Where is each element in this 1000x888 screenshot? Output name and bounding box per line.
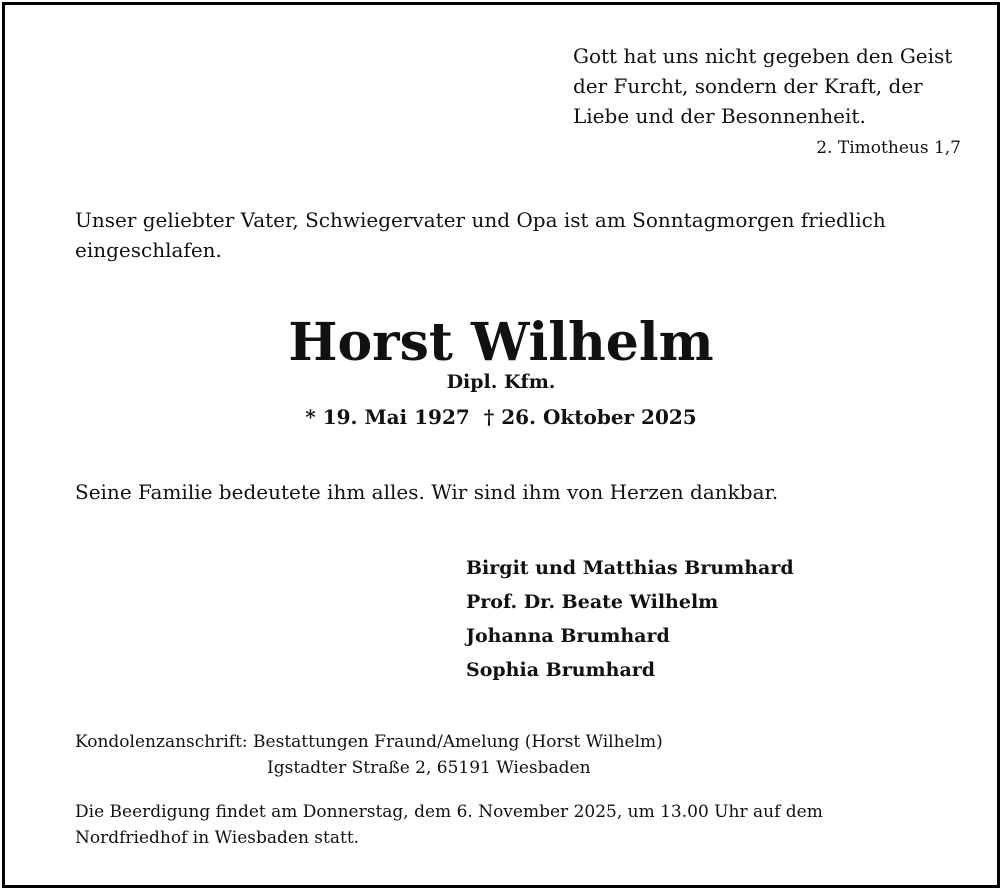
verse-line: der Furcht, sondern der Kraft, der	[573, 74, 923, 98]
life-dates	[5, 403, 997, 431]
birth-date: * 19. Mai 1927	[305, 405, 470, 429]
verse-reference: 2. Timotheus 1,7	[816, 138, 961, 158]
condolence-line: Kondolenzanschrift: Bestattungen Fraund/Amelung (Horst Wilhelm)	[75, 732, 663, 752]
funeral-info	[75, 799, 823, 851]
condolence-address	[75, 729, 663, 781]
intro-text	[75, 205, 935, 265]
verse-line: Gott hat uns nicht gegeben den Geist	[573, 44, 953, 68]
intro-line: Unser geliebter Vater, Schwiegervater und Opa ist am Sonntagmorgen friedlich	[75, 208, 886, 232]
mourner-name: Prof. Dr. Beate Wilhelm	[466, 591, 719, 613]
funeral-line: Die Beerdigung findet am Donnerstag, dem 6. November 2025, um 13.00 Uhr auf dem	[75, 802, 823, 822]
condolence-street: Igstadter Straße 2, 65191 Wiesbaden	[267, 758, 591, 778]
mourner-name: Johanna Brumhard	[466, 625, 670, 647]
family-statement: Seine Familie bedeutete ihm alles. Wir sind ihm von Herzen dankbar.	[75, 480, 779, 504]
intro-line: eingeschlafen.	[75, 238, 222, 262]
verse-line: Liebe und der Besonnenheit.	[573, 104, 866, 128]
obituary-notice	[2, 2, 1000, 888]
funeral-line: Nordfriedhof in Wiesbaden statt.	[75, 828, 360, 848]
deceased-title: Dipl. Kfm.	[446, 371, 556, 393]
mourner-name: Birgit und Matthias Brumhard	[466, 557, 794, 579]
mourners-list	[466, 551, 794, 687]
mourner-name: Sophia Brumhard	[466, 659, 656, 681]
death-date: † 26. Oktober 2025	[483, 405, 697, 429]
deceased-name: Horst Wilhelm	[288, 312, 714, 373]
bible-verse	[573, 41, 952, 131]
